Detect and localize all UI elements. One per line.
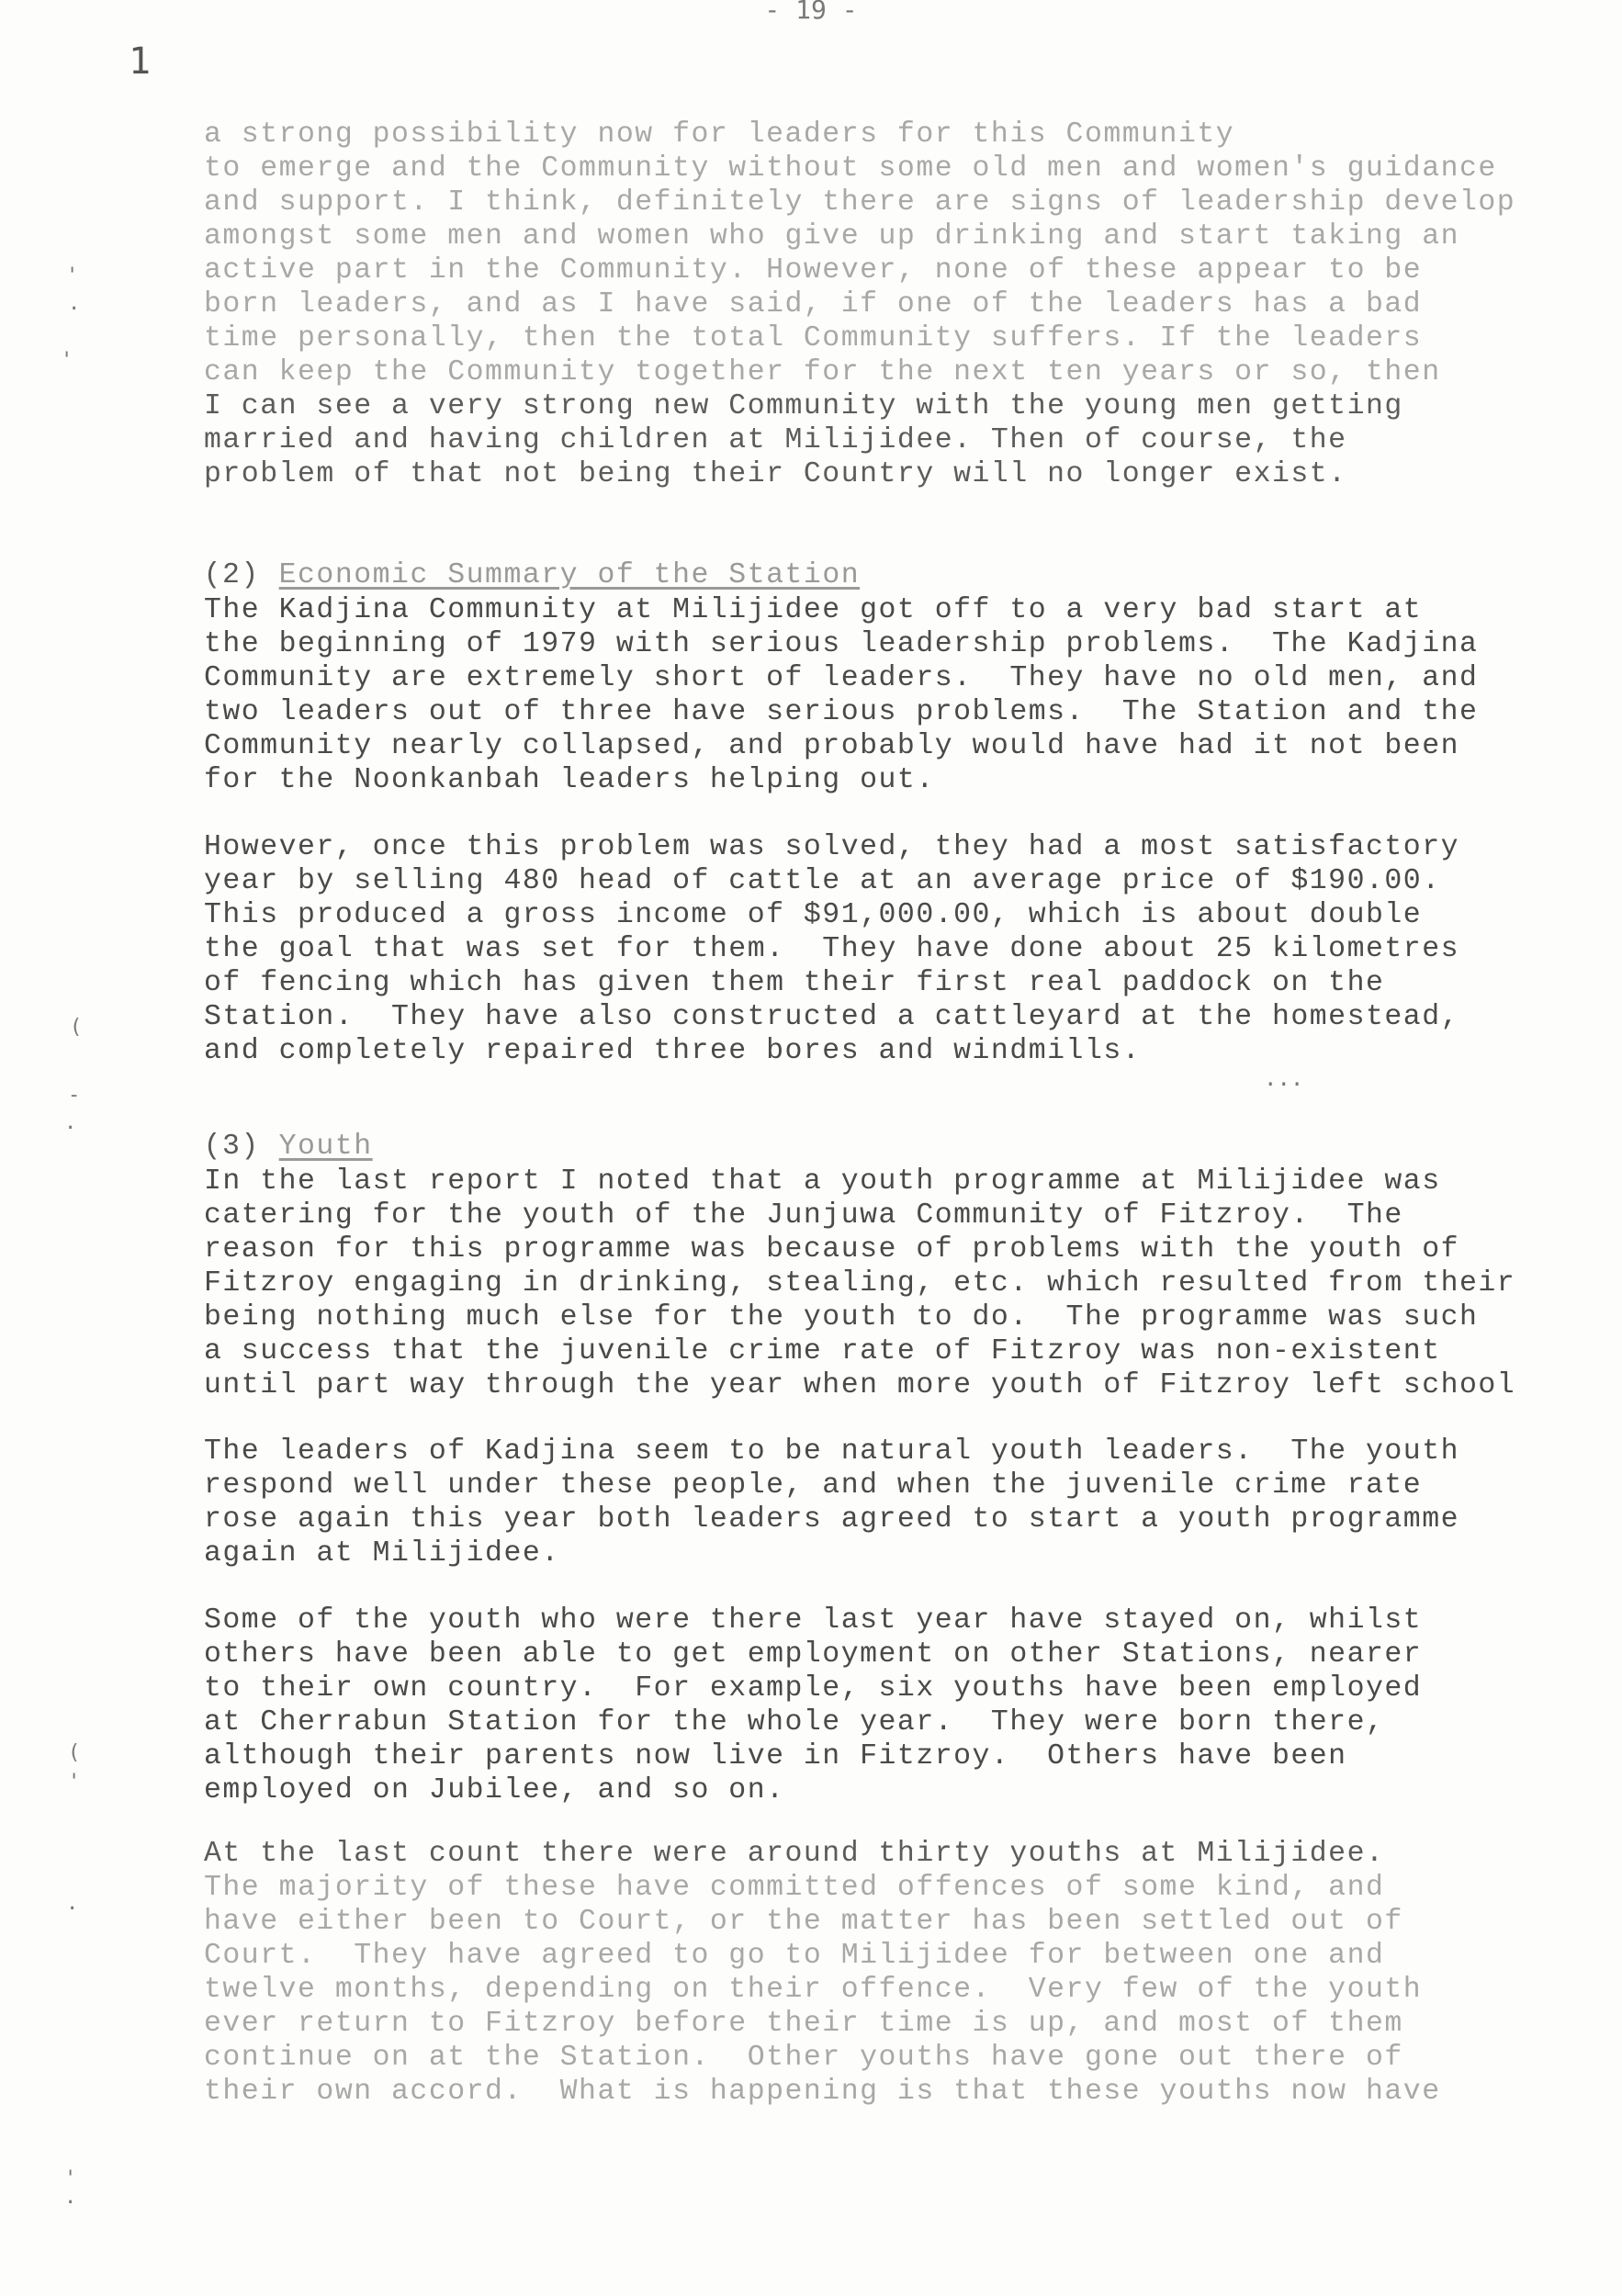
- text-line: reason for this programme was because of problems with the youth of: [204, 1233, 1460, 1266]
- economic-paragraph-1: [204, 593, 1600, 797]
- text-line: although their parents now live in Fitzroy. Others have been: [204, 1740, 1347, 1773]
- text-line: continue on at the Station. Other youths have gone out there of: [204, 2042, 1403, 2074]
- youth-paragraph-3: [204, 1604, 1600, 1807]
- text-line: born leaders, and as I have said, if one of the leaders has a bad: [204, 288, 1423, 321]
- text-line: The majority of these have committed offences of some kind, and: [204, 1872, 1385, 1904]
- text-line: At the last count there were around thirty youths at Milijidee.: [204, 1838, 1385, 1870]
- margin-mark: .: [64, 2186, 77, 2209]
- text-line: The Kadjina Community at Milijidee got off to a very bad start at: [204, 594, 1423, 626]
- text-line: In the last report I noted that a youth programme at Milijidee was: [204, 1165, 1441, 1198]
- margin-mark: ': [68, 1771, 81, 1794]
- margin-mark: (: [68, 1741, 81, 1764]
- youth-paragraph-1: [204, 1165, 1600, 1402]
- youth-paragraph-2: [204, 1435, 1600, 1570]
- margin-mark: .: [68, 292, 81, 315]
- corner-mark: 1: [129, 40, 152, 83]
- section-number: (3): [203, 1131, 260, 1163]
- margin-mark: (: [70, 1016, 83, 1039]
- text-line: Station. They have also constructed a cattleyard at the homestead,: [204, 1001, 1460, 1033]
- section-number: (2): [203, 559, 260, 591]
- page-number: - 19 -: [764, 0, 858, 25]
- intro-paragraph: [204, 118, 1600, 491]
- text-line: of fencing which has given them their first real paddock on the: [204, 967, 1385, 999]
- section-title: Economic Summary of the Station: [278, 559, 861, 591]
- text-line: and support. I think, definitely there are signs of leadership develop: [204, 186, 1516, 219]
- text-line: a success that the juvenile crime rate of Fitzroy was non-existent: [204, 1335, 1441, 1367]
- text-line: active part in the Community. However, none of these appear to be: [204, 254, 1423, 287]
- youth-paragraph-4: [204, 1837, 1600, 2109]
- text-line: I can see a very strong new Community with the young men getting: [204, 390, 1403, 422]
- text-line: to their own country. For example, six youths have been employed: [204, 1672, 1423, 1705]
- text-line: a strong possibility now for leaders for this Community: [204, 118, 1235, 151]
- text-line: amongst some men and women who give up drinking and start taking an: [204, 220, 1460, 253]
- text-line: again at Milijidee.: [204, 1537, 560, 1570]
- margin-mark: ': [61, 349, 73, 372]
- text-line: Some of the youth who were there last year have stayed on, whilst: [204, 1604, 1423, 1637]
- ellipsis-mark: ...: [1264, 1065, 1304, 1091]
- text-line: The leaders of Kadjina seem to be natural youth leaders. The youth: [204, 1435, 1460, 1468]
- text-line: two leaders out of three have serious problems. The Station and the: [204, 696, 1479, 728]
- text-line: ever return to Fitzroy before their time is up, and most of them: [204, 2008, 1403, 2040]
- text-line: until part way through the year when more youth of Fitzroy left school: [204, 1369, 1516, 1401]
- text-line: problem of that not being their Country will no longer exist.: [204, 458, 1347, 490]
- text-line: time personally, then the total Community suffers. If the leaders: [204, 322, 1423, 355]
- text-line: catering for the youth of the Junjuwa Community of Fitzroy. The: [204, 1199, 1403, 1232]
- text-line: respond well under these people, and when the juvenile crime rate: [204, 1469, 1423, 1502]
- text-line: married and having children at Milijidee. Then of course, the: [204, 424, 1347, 456]
- text-line: twelve months, depending on their offence. Very few of the youth: [204, 1974, 1423, 2006]
- margin-mark: ': [64, 2167, 77, 2190]
- text-line: to emerge and the Community without some old men and women's guidance: [204, 152, 1497, 185]
- margin-mark: .: [66, 1892, 79, 1915]
- text-line: being nothing much else for the youth to do. The programme was such: [204, 1301, 1479, 1334]
- text-line: Community are extremely short of leaders. They have no old men, and: [204, 662, 1479, 694]
- text-line: at Cherrabun Station for the whole year. They were born there,: [204, 1706, 1385, 1739]
- text-line: This produced a gross income of $91,000.00, which is about double: [204, 899, 1423, 931]
- text-line: others have been able to get employment on other Stations, nearer: [204, 1638, 1423, 1671]
- text-line: rose again this year both leaders agreed to start a youth programme: [204, 1503, 1460, 1536]
- section-title: Youth: [278, 1131, 373, 1163]
- margin-mark: .: [64, 1111, 77, 1134]
- text-line: Court. They have agreed to go to Milijidee for between one and: [204, 1940, 1385, 1972]
- margin-mark: -: [68, 1084, 81, 1107]
- text-line: the beginning of 1979 with serious leadership problems. The Kadjina: [204, 628, 1479, 660]
- text-line: the goal that was set for them. They have done about 25 kilometres: [204, 933, 1460, 965]
- text-line: their own accord. What is happening is that these youths now have: [204, 2076, 1441, 2108]
- text-line: However, once this problem was solved, they had a most satisfactory: [204, 831, 1460, 863]
- text-line: Community nearly collapsed, and probably would have had it not been: [204, 730, 1460, 762]
- text-line: have either been to Court, or the matter has been settled out of: [204, 1906, 1403, 1938]
- margin-mark: ': [66, 264, 79, 287]
- text-line: can keep the Community together for the next ten years or so, then: [204, 356, 1441, 388]
- text-line: Fitzroy engaging in drinking, stealing, etc. which resulted from their: [204, 1267, 1516, 1300]
- text-line: year by selling 480 head of cattle at an average price of $190.00.: [204, 865, 1441, 897]
- economic-paragraph-2: [204, 830, 1600, 1068]
- text-line: and completely repaired three bores and windmills.: [204, 1035, 1142, 1067]
- text-line: employed on Jubilee, and so on.: [204, 1774, 785, 1806]
- text-line: for the Noonkanbah leaders helping out.: [204, 764, 935, 796]
